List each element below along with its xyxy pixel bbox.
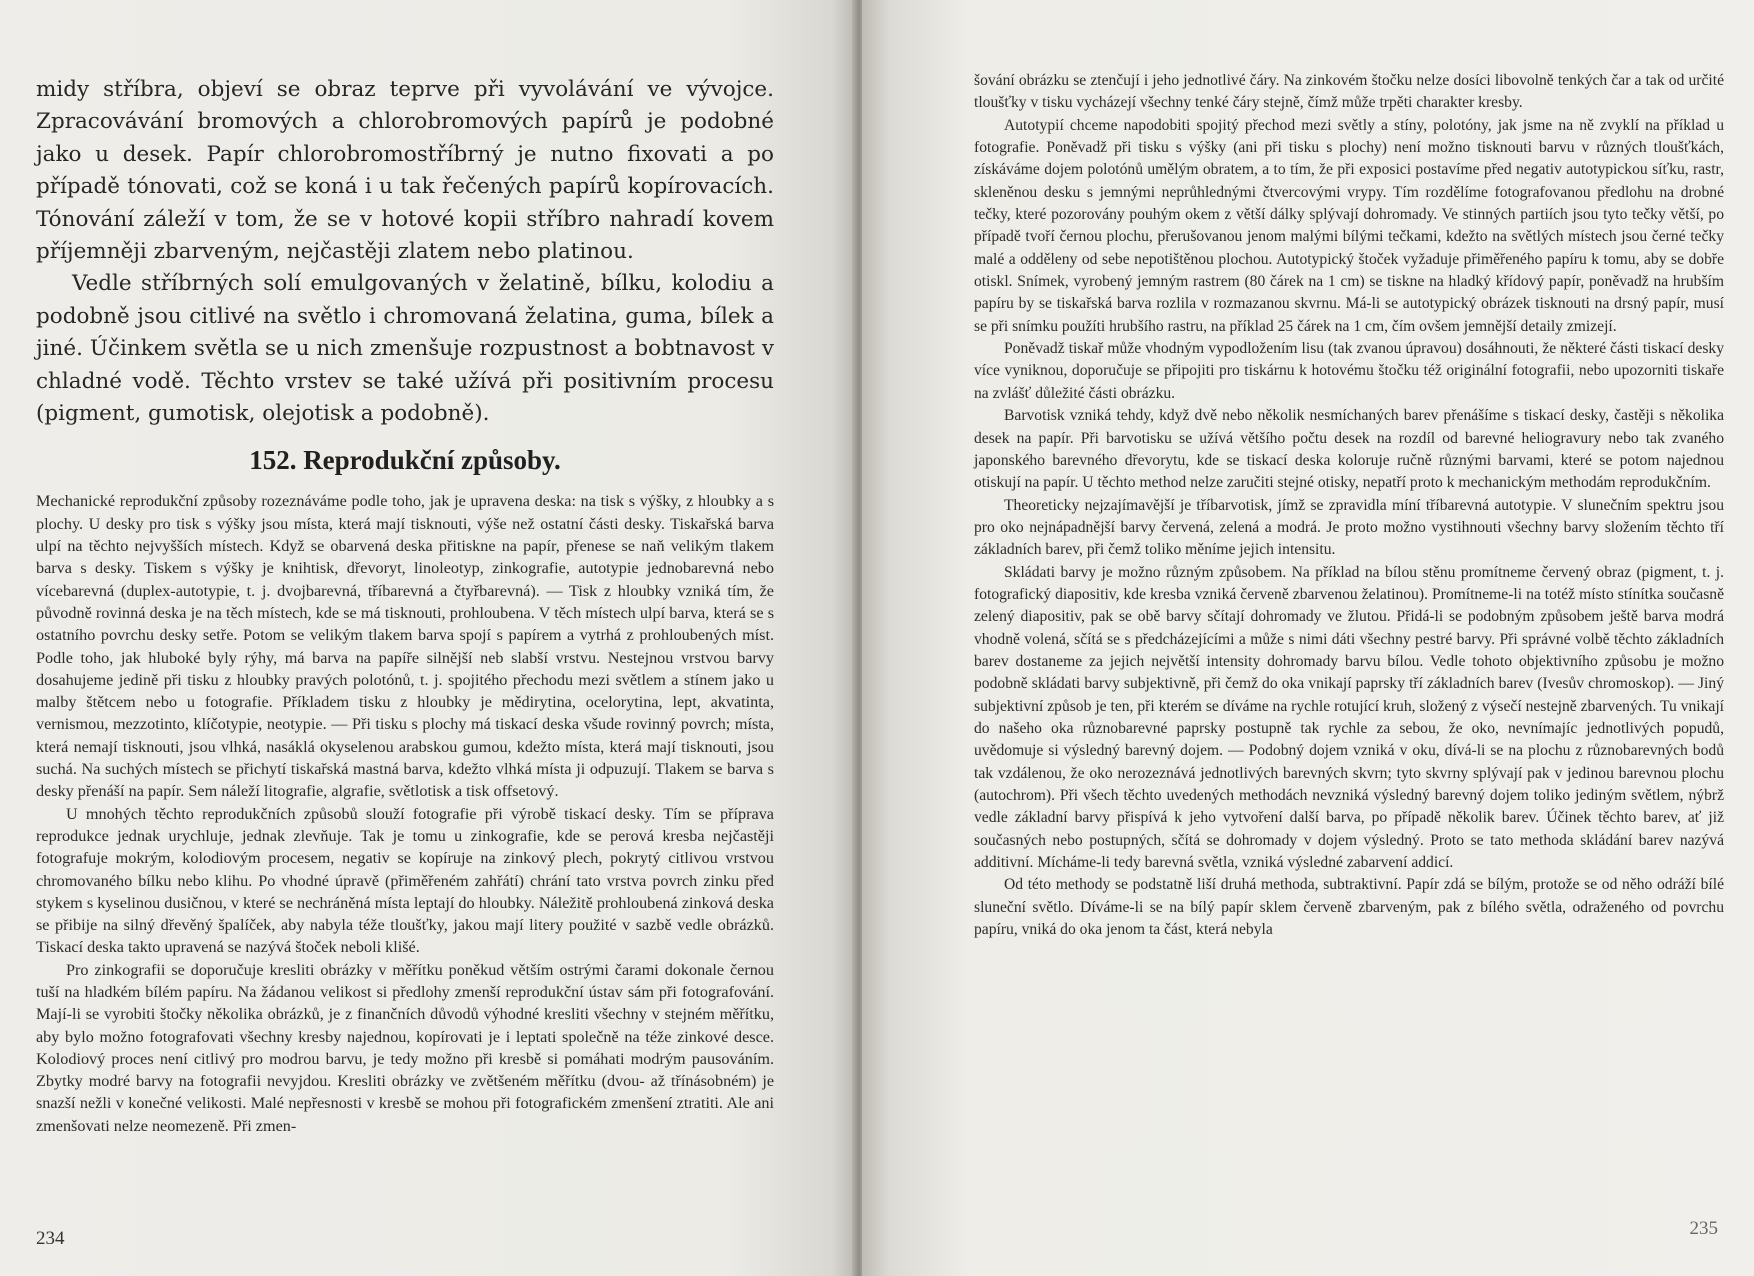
body-paragraph: šování obrázku se ztenčují i jeho jednotlivé čáry. Na zinkovém štočku nelze dosíci libovolně tenkých čar a tak od určité tloušťky v tisku vycházejí všechny tenké čáry stejně, čímž může trpěti charakter kresby. <box>974 72 1724 112</box>
body-paragraph: Mechanické reprodukční způsoby rozeznáváme podle toho, jak je upravena deska: na tisk s výšky, z hloubky a s plochy. U desky pro tisk s výšky jsou místa, která mají tisknouti, výše než ostatní části desky. Tiskařská barva ulpí na těchto nejvyšších místech. Když se obarvená deska přitiskne na papír, přenese se naň velikým tlakem barva s desky. Tiskem s výšky je knihtisk, dřevoryt, linoleotyp, zinkografie, autotypie jednobarevná nebo vícebarevná (duplex-autotypie, t. j. dvojbarevná, tříbarevná a čtyřbarevná). — Tisk z hloubky vzniká tím, že původně rovinná deska je na těch místech, kde se má tisknouti, prohloubena. V těch místech ulpí barva, která se s ostatního povrchu desky setře. Potom se velikým tlakem barva spojí s papírem a vytrhá z prohloubených míst. Podle toho, jak hluboké byly rýhy, má barva na papíře silnější neb slabší vrstvu. Nestejnou vrstvou barvy dosahujeme jedině při tisku z hloubky pravých polotónů, t. j. spojitého přechodu mezi světlem a stínem jako u malby štětcem nebo u fotografie. Příkladem tisku z hloubky je mědirytina, ocelorytina, lept, akvatinta, vernismou, mezzotinto, klíčotypie, neotypie. — Při tisku s plochy má tiskací deska všude rovinný povrch; místa, která nemají tisknouti, jsou vlhká, nasáklá okyselenou arabskou gumou, kdežto místa, která mají tisknouti, jsou suchá. Na suchých místech se přichytí tiskařská mastná barva, kdežto vlhká místa ji odpuzují. Tlakem se barva s desky přenáší na papír. Sem náleží litografie, algrafie, světlotisk a tisk offsetový. <box>36 492 774 801</box>
left-text-column <box>36 74 774 1137</box>
small-text <box>36 490 774 1137</box>
body-paragraph: Pro zinkografii se doporučuje kresliti obrázky v měřítku poněkud větším ostrými čarami dokonale černou tuší na hladkém bílém papíru. Na žádanou velikost si předlohy zmenší reprodukční ústav sám při fotografování. Mají-li se vyrobiti štočky několika obrázků, je z finančních důvodů výhodné kresliti všechny v stejném měřítku, aby bylo možno fotografovati všechny kresby najednou, kopírovati je i leptati společně na téže zinkové desce. Kolodiový proces není citlivý pro modrou barvu, je tedy možno při kresbě si pomáhati modrým pausováním. Zbytky modré barvy na fotografii nevyjdou. Kresliti obrázky ve zvětšeném měřítku (dvou- až třínásobném) je snazší nežli v konečné velikosti. Malé nepřesnosti v kresbě se mohou při fotografickém zmenšení ztratiti. Ale ani zmenšovati nelze neomezeně. Při zmen- <box>36 960 774 1135</box>
body-paragraph: Barvotisk vzniká tehdy, když dvě nebo několik nesmíchaných barev přenášíme s tiskací desky, častěji s několika desek na papír. Při barvotisku se užívá většího počtu desek na rozdíl od barevné heliogravury nebo tak zvaného japonského barevného dřevorytu, kde se tiskací deska koloruje ručně různými barvami, které se potom najednou otiskují na papír. U těchto method nelze zaručiti stejné otisky, nepatří proto k mechanickým methodám reprodukčním. <box>974 407 1724 492</box>
body-paragraph: Poněvadž tiskař může vhodným vypodložením lisu (tak zvanou úpravou) dosáhnouti, že některé části tiskací desky více vyniknou, doporučuje se připojiti pro tiskárnu k hotovému štočku též originální fotografii, nebo upozorniti tiskaře na zvlášť důležité části obrázku. <box>974 340 1724 402</box>
page-number: 235 <box>1689 1218 1718 1239</box>
body-paragraph: Skládati barvy je možno různým způsobem. Na příklad na bílou stěnu promítneme červený obraz (pigment, t. j. fotografický diapositiv, kde kresba vzniká červeně zbarvenou želatinou). Promítneme-li na totéž místo stínítka současně zelený diapositiv, pak se obě barvy sčítají dohromady ve žlutou. Přidá-li se podobným způsobem ještě barva modrá vhodně volená, sčítá se s předcházejícími a může s nimi dáti všechny pestré barvy. Při správné volbě těchto základních barev dostaneme za jejich největší intensity dohromady barvu bílou. Vedle tohoto objektivního způsobu je možno podobně skládati barvy subjektivně, při čemž do oka vnikají paprsky tří základních barev (Ivesův chromoskop). — Jiný subjektivní způsob je ten, při kterém se díváme na rychle rotující kruh, složený z výsečí nestejně zbarvených. Tu vnikají do našeho oka různobarevné paprsky postupně tak rychle za sebou, že oko, nevnímajíc jednotlivých popudů, uvědomuje si výsledný barevný dojem. — Podobný dojem vzniká v oku, dívá-li se na plochu z různobarevných bodů tak vzdálenou, že oko nerozeznává jednotlivých barevných skvrn; tyto skvrny splývají pak v jedinou barevnou plochu (autochrom). Při všech těchto uvedených methodách nevzniká výsledný barevný dojem toliko jediným světlem, nýbrž vedle základní barvy přispívá k jeho vytvoření další barva, po případě několik barev. Účinek těchto barev, ať již současných nebo postupných, sčítá se dohromady v dojem výsledný. Proto se tato methoda skládání barev nazývá additivní. Mícháme-li tedy barevná světla, vzniká výsledné zabarvení addicí. <box>974 563 1724 872</box>
left-page <box>0 0 858 1276</box>
page-number: 234 <box>36 1228 65 1249</box>
right-page <box>862 0 1754 1276</box>
body-paragraph: Theoreticky nejzajímavější je tříbarvotisk, jímž se zpravidla míní tříbarevná autotypie. V slunečním spektru jsou pro oko nejnápadnější barvy červená, zelená a modrá. Je proto možno vystihnouti všechny barvy složením těchto tří základních barev, při čemž toliko měníme jejich intensitu. <box>974 496 1724 559</box>
body-paragraph: U mnohých těchto reprodukčních způsobů slouží fotografie při výrobě tiskací desky. Tím se příprava reprodukce jednak urychluje, jednak zlevňuje. Tak je tomu u zinkografie, kde se perová kresba nejčastěji fotografuje mokrým, kolodiovým procesem, negativ se kopíruje na zinkový plech, pokrytý citlivou vrstvou chromovaného bílku nebo klihu. Po vhodné úpravě (přiměřeném zahřátí) chrání tato vrstva povrch zinku před stykem s kyselinou dusičnou, v které se nechráněná místa leptají do hloubky. Náležitě prohloubená zinková deska se přibije na silný dřevěný špalíček, aby nabyla téže tloušťky, jakou mají litery použité v sazbě vedle obrázků. Tiskací deska takto upravená se nazývá štoček neboli klišé. <box>36 804 774 957</box>
lead-paragraph: Vedle stříbrných solí emulgovaných v želatině, bílku, kolodiu a podobně jsou citlivé na světlo i chromovaná želatina, guma, bílek a jiné. Účinkem světla se u nich zmenšuje rozpustnost a bobtnavost v chladné vodě. Těchto vrstev se také užívá při positivním procesu (pigment, gumotisk, olejotisk a podobně). <box>36 271 774 427</box>
small-text <box>974 70 1724 941</box>
body-paragraph: Autotypií chceme napodobiti spojitý přechod mezi světly a stíny, polotóny, jak jsme na ně zvyklí na příklad u fotografie. Poněvadž při tisku s výšky (ani při tisku s plochy) není možno tisknouti barvu v různých tloušťkách, získáváme dojem polotónů umělým obratem, a to tím, že při exposici postavíme před negativ autotypickou síťku, rastr, skleněnou desku s jemnými neprůhlednými čtvercovými vrypy. Tím rozdělíme fotografovanou předlohu na drobné tečky, které pozorovány pouhým okem z větší dálky splývají dohromady. Ve stinných partiích jsou tyto tečky větší, po případě tvoří černou plochu, přerušovanou jenom malými bílými tečkami, kdežto na světlých místech jsou černé tečky malé a odděleny od sebe nepotištěnou plochou. Autotypický štoček vyžaduje přiměřeného papíru k tomu, aby se dobře otiskl. Snímek, vyrobený jemným rastrem (80 čárek na 1 cm) se tiskne na hladký křídový papír, poněvadž na hrubším papíru by se tiskařská barva rozlila v rozmazanou skvrnu. Má-li se autotypický obrázek tisknouti na drsný papír, musí se při snímku použíti hrubšího rastru, na příklad 25 čárek na 1 cm, čím ovšem jemnější detaily zmizejí. <box>974 116 1724 335</box>
lead-text <box>36 74 774 430</box>
body-paragraph: Od této methody se podstatně liší druhá methoda, subtraktivní. Papír zdá se bílým, protože se od něho odráží bílé sluneční světlo. Díváme-li se na bílý papír sklem červeně zbarveným, pak z bílého světla, odraženého od povrchu papíru, vniká do oka jenom ta část, která nebyla <box>974 876 1724 939</box>
section-heading: 152. Reprodukční způsoby. <box>249 445 561 476</box>
right-text-column <box>974 70 1724 941</box>
lead-paragraph: midy stříbra, objeví se obraz teprve při vyvolávání ve vývojce. Zpracovávání bromových a chlorobromových papírů je podobné jako u desek. Papír chlorobromostříbrný je nutno fixovati a po případě tónovati, což se koná i u tak řečených papírů kopírovacích. Tónování záleží v tom, že se v hotové kopii stříbro nahradí kovem příjemněji zbarveným, nejčastěji zlatem nebo platinou. <box>36 77 774 265</box>
